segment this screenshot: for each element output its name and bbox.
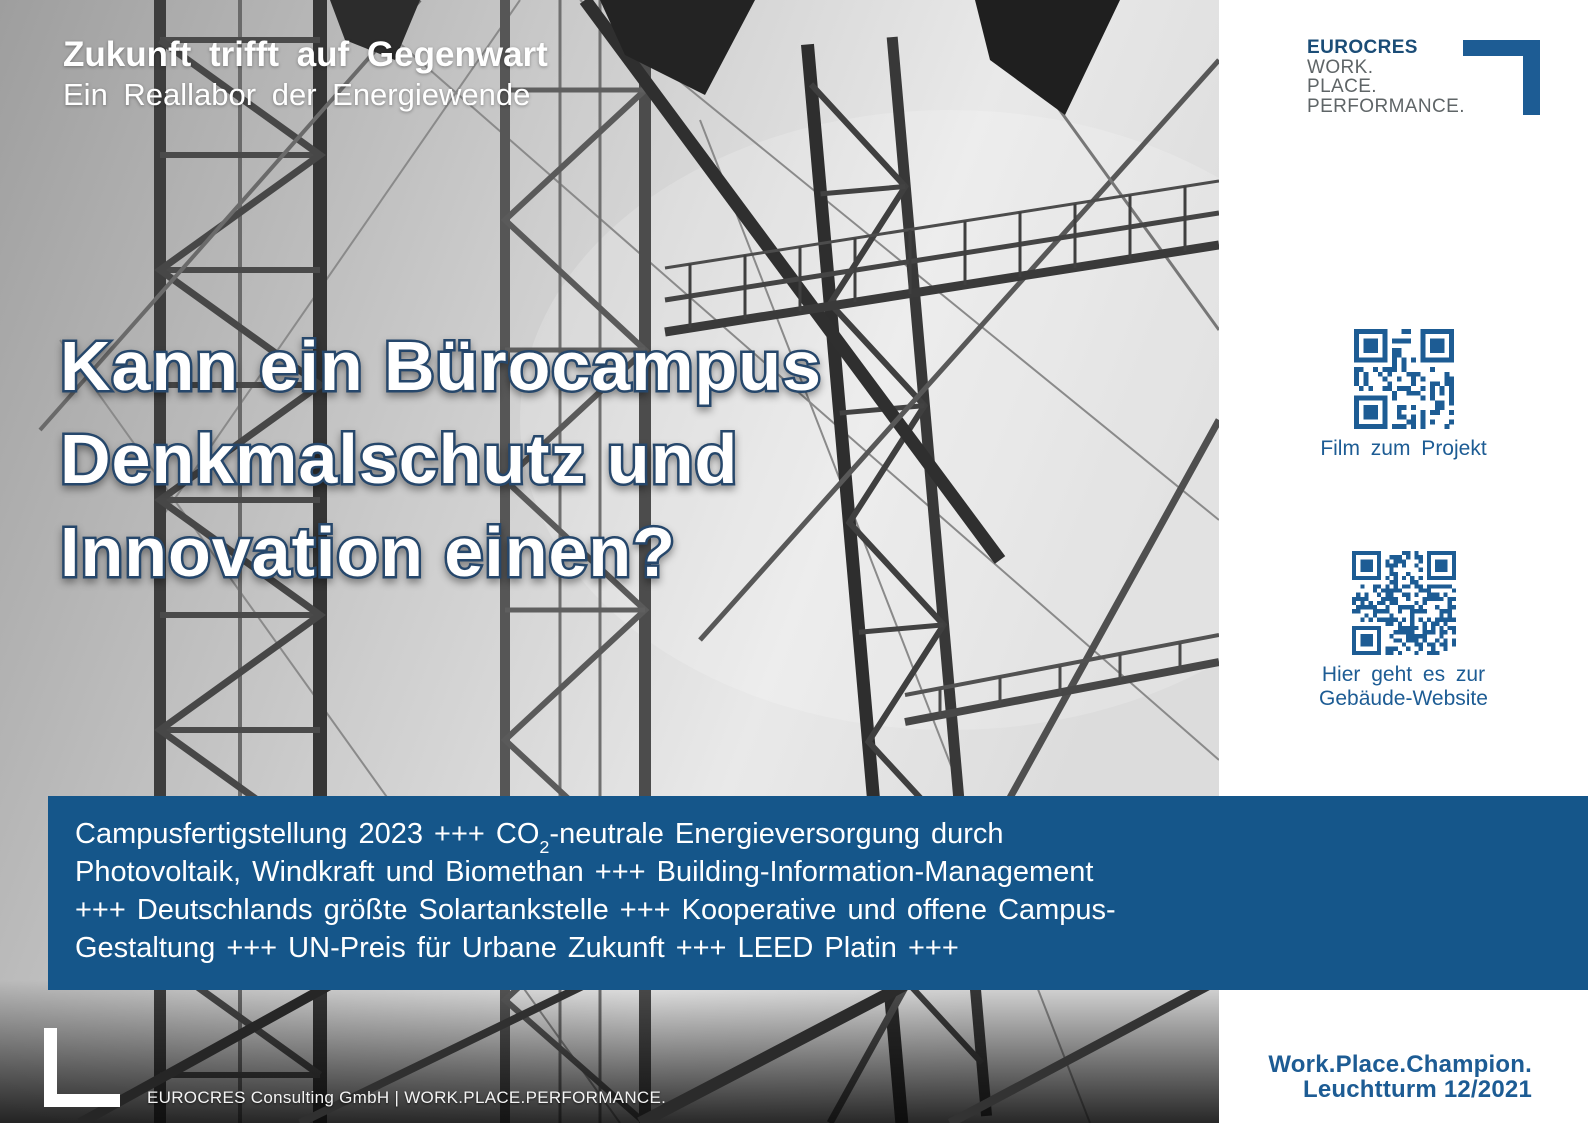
headline-line-2: Denkmalschutz und bbox=[60, 420, 739, 498]
facts-line-2: Photovoltaik, Windkraft und Biomethan +++ Building-Information-Management bbox=[75, 856, 1094, 888]
headline-line-3: Innovation einen? bbox=[60, 513, 676, 591]
qr-caption-film: Film zum Projekt bbox=[1320, 437, 1487, 460]
champion-badge bbox=[1268, 1052, 1532, 1102]
logo-line-place: PLACE. bbox=[1307, 76, 1377, 97]
qr-code-website-icon bbox=[1352, 551, 1456, 655]
qr-caption-website-line-2: Gebäude-Website bbox=[1319, 687, 1488, 710]
qr-caption-website bbox=[1319, 663, 1488, 711]
facts-banner bbox=[48, 796, 1588, 990]
corner-bracket-bottom-left-icon bbox=[44, 1028, 120, 1107]
qr-caption-website-line-1: Hier geht es zur bbox=[1321, 663, 1486, 686]
corner-bracket-top-right-icon bbox=[1463, 40, 1540, 115]
qr-block-website bbox=[1219, 551, 1588, 711]
champion-line-2: Leuchtturm 12/2021 bbox=[1302, 1076, 1532, 1103]
facts-line-4: Gestaltung +++ UN-Preis für Urbane Zukunft +++ LEED Platin +++ bbox=[75, 932, 959, 964]
qr-block-film bbox=[1219, 329, 1588, 461]
logo-brand: EUROCRES bbox=[1307, 37, 1418, 58]
headline-line-1: Kann ein Bürocampus bbox=[60, 327, 822, 405]
footer-company: EUROCRES Consulting GmbH | WORK.PLACE.PERFORMANCE. bbox=[147, 1088, 667, 1107]
facts-line-1: Campusfertigstellung 2023 +++ $CO_2$-neutrale Energieversorgung durch bbox=[75, 818, 1004, 858]
header-block bbox=[63, 33, 548, 113]
facts-banner-text bbox=[48, 796, 1588, 967]
page-subtitle: Ein Reallabor der Energiewende bbox=[63, 77, 531, 112]
champion-line-1: Work.Place.Champion. bbox=[1268, 1051, 1532, 1078]
logo-line-work: WORK. bbox=[1307, 56, 1374, 78]
qr-code-film-icon bbox=[1354, 329, 1454, 429]
facts-line-3: +++ Deutschlands größte Solartankstelle +++ Kooperative und offene Campus- bbox=[75, 894, 1116, 926]
page-title: Zukunft trifft auf Gegenwart bbox=[63, 35, 548, 74]
eurocres-logo bbox=[1307, 38, 1465, 116]
logo-line-performance: PERFORMANCE. bbox=[1307, 95, 1465, 117]
